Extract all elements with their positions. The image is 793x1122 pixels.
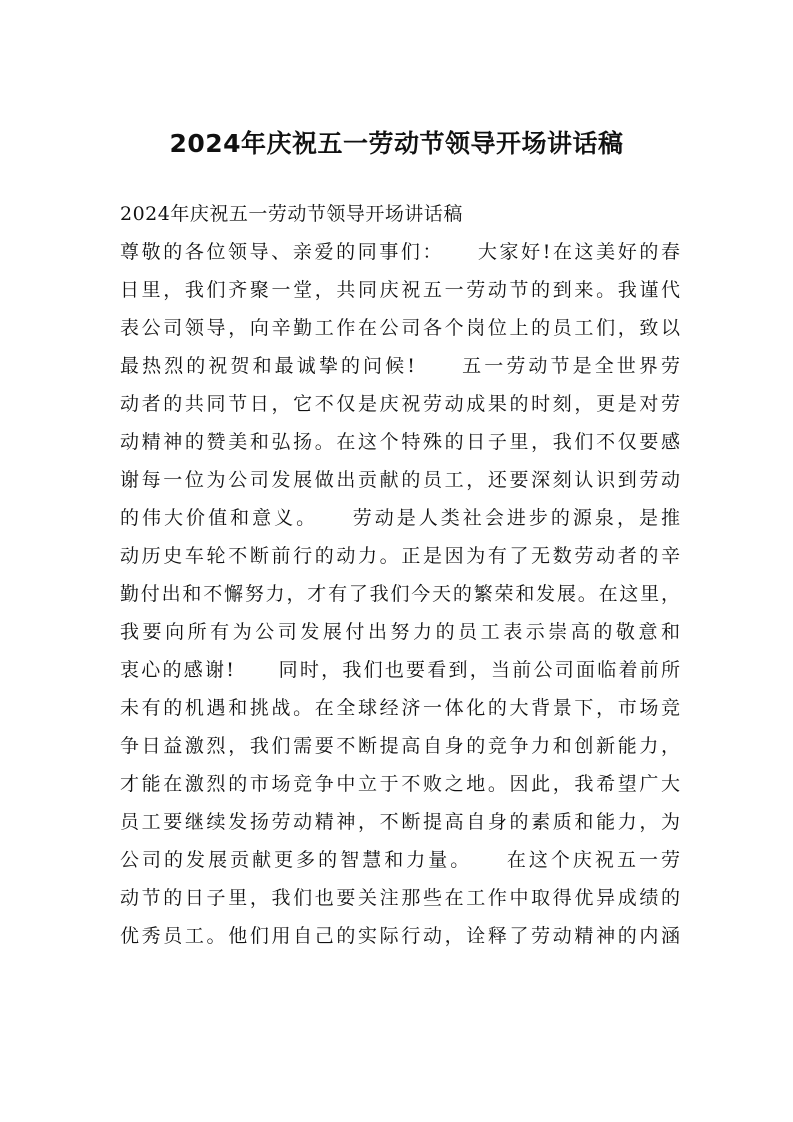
body-line: 员工要继续发扬劳动精神，不断提高自身的素质和能力，为: [120, 811, 680, 833]
body-line: 最热烈的祝贺和最诚挚的问候! 五一劳动节是全世界劳: [120, 355, 680, 377]
body-line: 的伟大价值和意义。 劳动是人类社会进步的源泉，是推: [120, 507, 680, 529]
body-line: 表公司领导，向辛勤工作在公司各个岗位上的员工们，致以: [120, 317, 680, 339]
body-line: 未有的机遇和挑战。在全球经济一体化的大背景下，市场竞: [120, 697, 680, 719]
body-line: 日里，我们齐聚一堂，共同庆祝五一劳动节的到来。我谨代: [120, 279, 680, 301]
body-line: 公司的发展贡献更多的智慧和力量。 在这个庆祝五一劳: [120, 849, 680, 871]
body-line: 才能在激烈的市场竞争中立于不败之地。因此，我希望广大: [120, 773, 680, 795]
body-line: 我要向所有为公司发展付出努力的员工表示崇高的敬意和: [120, 621, 680, 643]
body-line: 动节的日子里，我们也要关注那些在工作中取得优异成绩的: [120, 887, 680, 909]
document-title: 2024年庆祝五一劳动节领导开场讲话稿: [169, 129, 624, 158]
subtitle-line: 2024年庆祝五一劳动节领导开场讲话稿: [120, 203, 463, 225]
body-line: 优秀员工。他们用自己的实际行动，诠释了劳动精神的内涵: [120, 925, 680, 947]
body-line: 动精神的赞美和弘扬。在这个特殊的日子里，我们不仅要感: [120, 431, 680, 453]
body-line: 衷心的感谢! 同时，我们也要看到，当前公司面临着前所: [120, 659, 680, 681]
document-body: [120, 195, 680, 955]
body-line: 动历史车轮不断前行的动力。正是因为有了无数劳动者的辛: [120, 545, 680, 567]
body-line: 谢每一位为公司发展做出贡献的员工，还要深刻认识到劳动: [120, 469, 680, 491]
body-line: 争日益激烈，我们需要不断提高自身的竞争力和创新能力，: [120, 735, 680, 757]
body-line: 动者的共同节日，它不仅是庆祝劳动成果的时刻，更是对劳: [120, 393, 680, 415]
body-line: 尊敬的各位领导、亲爱的同事们： 大家好!在这美好的春: [120, 241, 680, 263]
body-line: 勤付出和不懈努力，才有了我们今天的繁荣和发展。在这里，: [120, 583, 680, 605]
